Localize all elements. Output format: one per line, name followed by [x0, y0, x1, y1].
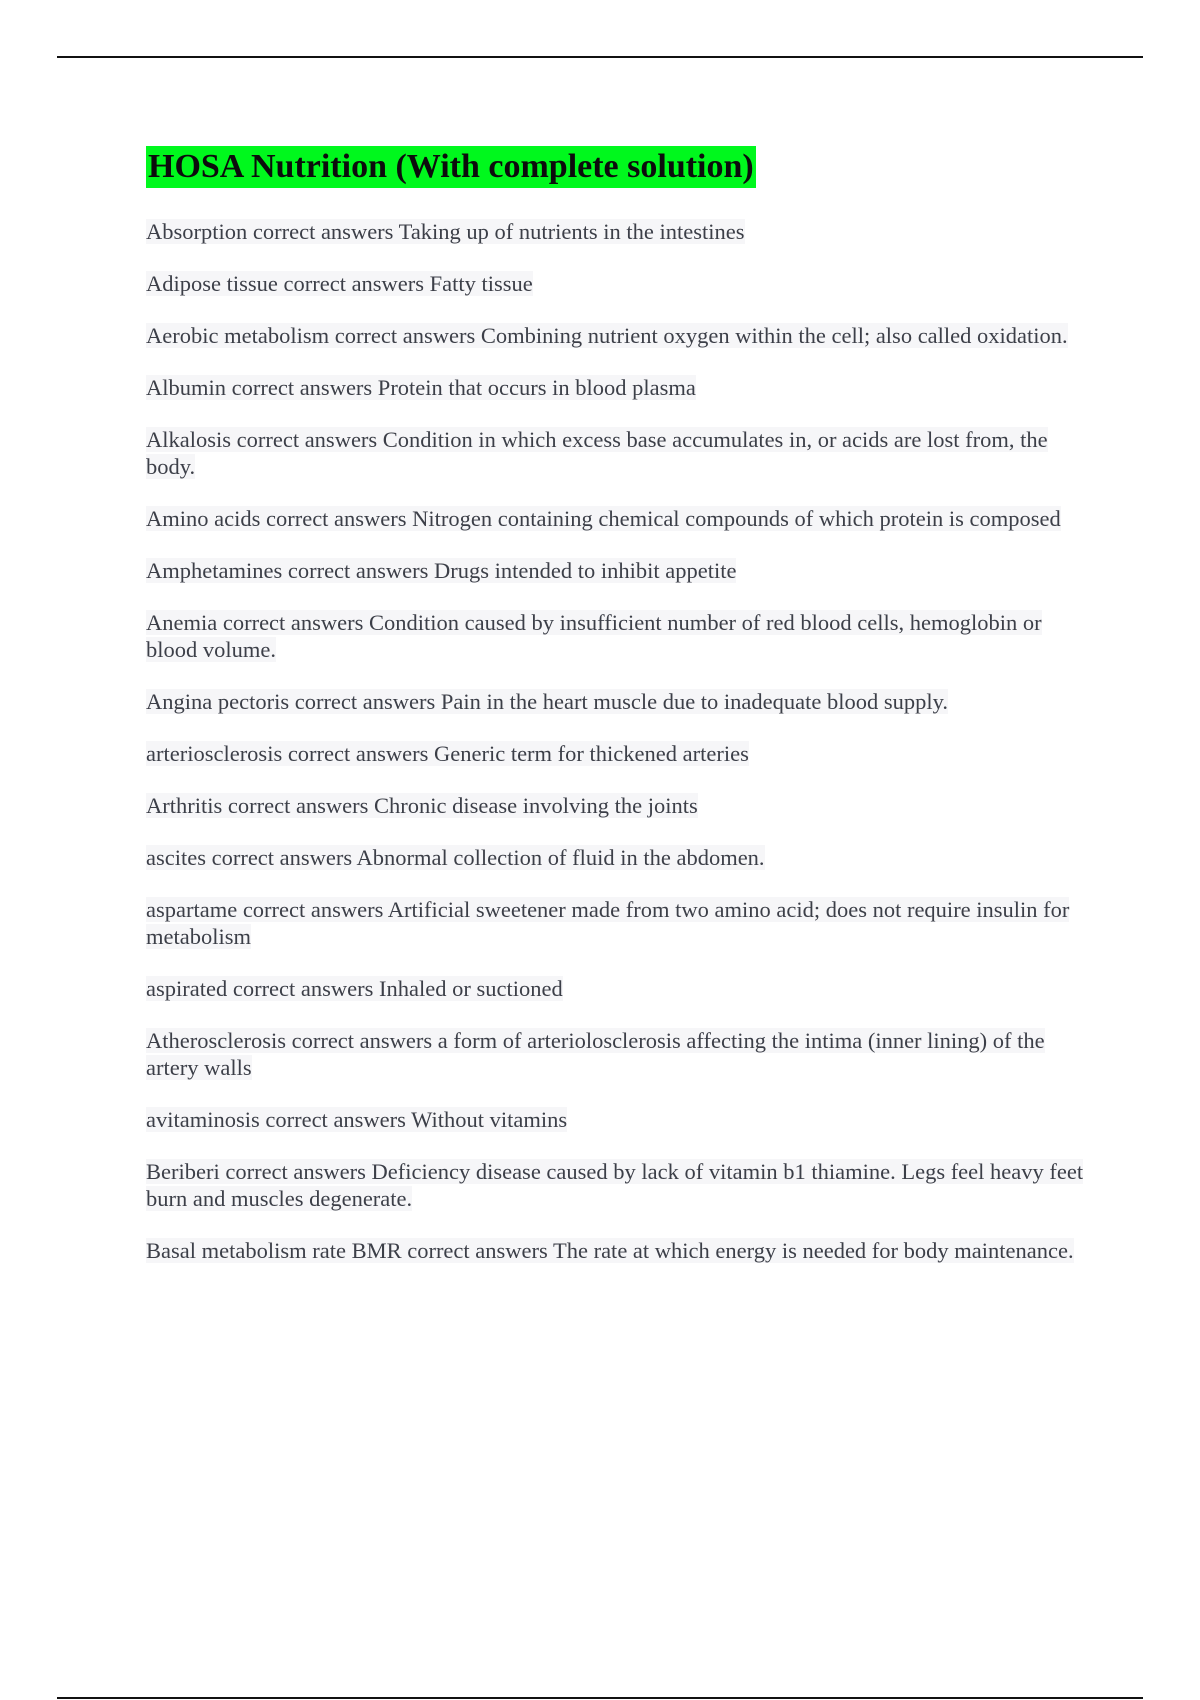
- term-entry: [146, 374, 1086, 401]
- term-entry: [146, 975, 1086, 1002]
- term-entry: [146, 740, 1086, 767]
- document-body: [146, 146, 1086, 1289]
- term-list: [146, 218, 1086, 1264]
- term-entry: [146, 792, 1086, 819]
- term-entry: [146, 1027, 1086, 1081]
- term-entry-text: Arthritis correct answers Chronic disease involving the joints: [146, 793, 698, 818]
- term-entry-text: Alkalosis correct answers Condition in which excess base accumulates in, or acids are lost from, the body.: [146, 427, 1048, 479]
- term-entry-text: Beriberi correct answers Deficiency disease caused by lack of vitamin b1 thiamine. Legs feel heavy feet burn and muscles degenerate.: [146, 1159, 1084, 1211]
- term-entry: [146, 1158, 1086, 1212]
- term-entry: [146, 557, 1086, 584]
- term-entry: [146, 1237, 1086, 1264]
- top-divider: [57, 56, 1143, 58]
- term-entry-text: Absorption correct answers Taking up of nutrients in the intestines: [146, 219, 745, 244]
- term-entry-text: arteriosclerosis correct answers Generic term for thickened arteries: [146, 741, 749, 766]
- term-entry-text: Amphetamines correct answers Drugs intended to inhibit appetite: [146, 558, 737, 583]
- term-entry: [146, 322, 1086, 349]
- term-entry: [146, 1106, 1086, 1133]
- term-entry-text: Aerobic metabolism correct answers Combining nutrient oxygen within the cell; also called oxidation.: [146, 323, 1068, 348]
- term-entry-text: ascites correct answers Abnormal collection of fluid in the abdomen.: [146, 845, 765, 870]
- term-entry: [146, 609, 1086, 663]
- term-entry: [146, 218, 1086, 245]
- bottom-divider: [57, 1697, 1143, 1699]
- term-entry-text: aspartame correct answers Artificial sweetener made from two amino acid; does not require insulin for metabolism: [146, 897, 1070, 949]
- term-entry-text: Albumin correct answers Protein that occurs in blood plasma: [146, 375, 696, 400]
- document-title: HOSA Nutrition (With complete solution): [146, 146, 756, 188]
- term-entry-text: Anemia correct answers Condition caused by insufficient number of red blood cells, hemoglobin or blood volume.: [146, 610, 1042, 662]
- term-entry: [146, 844, 1086, 871]
- term-entry: [146, 270, 1086, 297]
- term-entry: [146, 688, 1086, 715]
- term-entry-text: Atherosclerosis correct answers a form of arteriolosclerosis affecting the intima (inner lining) of the artery walls: [146, 1028, 1045, 1080]
- term-entry: [146, 896, 1086, 950]
- term-entry-text: Adipose tissue correct answers Fatty tissue: [146, 271, 533, 296]
- term-entry-text: aspirated correct answers Inhaled or suctioned: [146, 976, 563, 1001]
- term-entry-text: avitaminosis correct answers Without vitamins: [146, 1107, 568, 1132]
- term-entry: [146, 505, 1086, 532]
- term-entry-text: Angina pectoris correct answers Pain in the heart muscle due to inadequate blood supply.: [146, 689, 949, 714]
- term-entry-text: Amino acids correct answers Nitrogen containing chemical compounds of which protein is composed: [146, 506, 1061, 531]
- term-entry: [146, 426, 1086, 480]
- term-entry-text: Basal metabolism rate BMR correct answers The rate at which energy is needed for body maintenance.: [146, 1238, 1074, 1263]
